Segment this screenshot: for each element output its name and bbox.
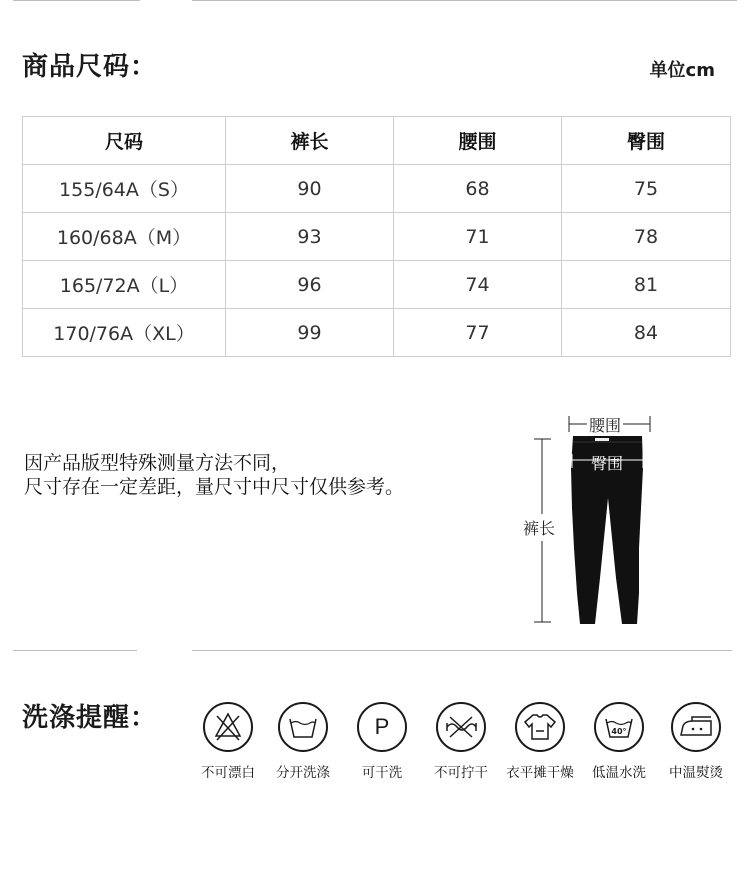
table-row (23, 261, 731, 309)
cell-hip: 81 (562, 261, 731, 309)
mid-divider-right (192, 650, 732, 651)
note-line-2: 尺寸存在一定差距，量尺寸中尺寸仅供参考。 (24, 476, 405, 498)
pants-diagram (515, 408, 665, 633)
cell-hip: 84 (562, 309, 731, 357)
care-label: 衣平摊干燥 (506, 765, 574, 781)
no-wring-icon (436, 702, 486, 752)
care-item-dry-clean (342, 702, 422, 781)
cell-hip: 75 (562, 165, 731, 213)
cell-size: 165/72A（L） (23, 261, 226, 309)
measurement-note (24, 451, 404, 499)
cell-length: 93 (226, 213, 394, 261)
cell-waist: 77 (394, 309, 562, 357)
separate-wash-icon (278, 702, 328, 752)
care-item-iron-medium (656, 702, 736, 781)
unit-label: 单位cm (649, 60, 715, 81)
table-header-row (23, 117, 731, 165)
care-label: 分开洗涤 (276, 765, 330, 781)
cell-length: 96 (226, 261, 394, 309)
cell-size: 160/68A（M） (23, 213, 226, 261)
care-item-separate-wash (263, 702, 343, 781)
care-label: 中温熨烫 (669, 765, 723, 781)
wash-40-icon (594, 702, 644, 752)
length-diagram-label: 裤长 (523, 514, 555, 541)
cell-length: 90 (226, 165, 394, 213)
top-divider-left (13, 0, 140, 1)
size-section-title: 商品尺码： (22, 52, 158, 82)
cell-waist: 71 (394, 213, 562, 261)
header-waist: 腰围 (394, 117, 562, 165)
cell-hip: 78 (562, 213, 731, 261)
cell-waist: 68 (394, 165, 562, 213)
care-section-title: 洗涤提醒： (22, 703, 158, 733)
cell-size: 170/76A（XL） (23, 309, 226, 357)
table-row (23, 165, 731, 213)
dry-clean-glyph: P (374, 714, 390, 739)
dry-clean-p-icon (357, 702, 407, 752)
cell-length: 99 (226, 309, 394, 357)
dry-flat-icon (515, 702, 565, 752)
care-label: 不可漂白 (201, 765, 255, 781)
header-size: 尺码 (23, 117, 226, 165)
hip-diagram-label: 臀围 (591, 454, 624, 473)
table-row (23, 309, 731, 357)
waist-diagram-label: 腰围 (587, 413, 623, 436)
header-hip: 臀围 (562, 117, 731, 165)
cell-waist: 74 (394, 261, 562, 309)
care-item-wash-40 (579, 702, 659, 781)
care-label: 不可拧干 (434, 765, 488, 781)
mid-divider-left (13, 650, 137, 651)
size-table (22, 116, 731, 357)
top-divider-right (192, 0, 737, 1)
table-row (23, 213, 731, 261)
wash-temp-glyph: 40° (611, 727, 627, 736)
iron-medium-icon (671, 702, 721, 752)
cell-size: 155/64A（S） (23, 165, 226, 213)
no-bleach-icon (203, 702, 253, 752)
care-label: 可干洗 (361, 765, 403, 781)
note-line-1: 因产品版型特殊测量方法不同， (24, 452, 291, 474)
care-item-no-wring (421, 702, 501, 781)
care-label: 低温水洗 (592, 765, 646, 781)
header-length: 裤长 (226, 117, 394, 165)
care-item-dry-flat (500, 702, 580, 781)
care-item-no-bleach (188, 702, 268, 781)
